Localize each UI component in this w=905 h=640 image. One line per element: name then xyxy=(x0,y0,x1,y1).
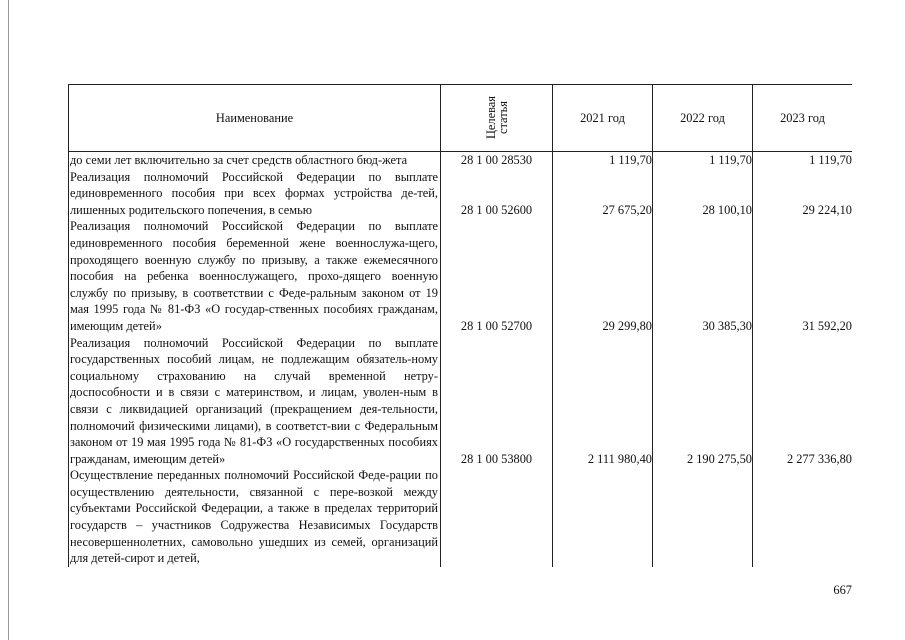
row-name: Реализация полномочий Российской Федерации по выплате единовременного пособия беременной жене военнослужа-щего, проходящего военную службу по призыву, а также ежемесячного пособия на ребенка военнослужащего, прохо-дящего военную службу по призыву, в соответствии с Феде-ральным законом от 19 мая 1995 года № 81-ФЗ «О государ-ственных пособиях гражданам, имеющим детей» xyxy=(69,218,441,334)
row-code: 28 1 00 52600 xyxy=(441,169,553,219)
table-row xyxy=(69,467,853,567)
table-header-row xyxy=(69,85,853,152)
row-value-2023: 31 592,20 xyxy=(753,218,853,334)
table-row xyxy=(69,335,853,468)
row-value-2022: 28 100,10 xyxy=(653,169,753,219)
row-value-2022 xyxy=(653,467,753,567)
row-value-2023: 1 119,70 xyxy=(753,152,853,169)
row-value-2022: 2 190 275,50 xyxy=(653,335,753,468)
row-name: до семи лет включительно за счет средств областного бюд-жета xyxy=(69,152,441,169)
budget-table-sheet xyxy=(68,84,852,568)
table-row xyxy=(69,218,853,334)
header-code xyxy=(441,85,553,152)
row-code: 28 1 00 52700 xyxy=(441,218,553,334)
page-number: 667 xyxy=(833,583,852,597)
row-value-2021: 29 299,80 xyxy=(553,218,653,334)
table-row xyxy=(69,169,853,219)
row-value-2023 xyxy=(753,467,853,567)
row-value-2021: 27 675,20 xyxy=(553,169,653,219)
table-row xyxy=(69,152,853,169)
row-name: Реализация полномочий Российской Федерации по выплате единовременного пособия при всех формах устройства де-тей, лишенных родительского попечения, в семью xyxy=(69,169,441,219)
row-value-2023: 2 277 336,80 xyxy=(753,335,853,468)
header-year-2022: 2022 год xyxy=(653,85,753,152)
header-year-2023: 2023 год xyxy=(753,85,853,152)
row-code: 28 1 00 53800 xyxy=(441,335,553,468)
row-name: Реализация полномочий Российской Федерации по выплате государственных пособий лицам, не подлежащим обязатель-ному социальному страхованию на случай временной нетру-доспособности и в связи с материнством, и лицам, уволен-ным в связи с ликвидацией организаций (прекращением дея-тельности, полномочий физическими лицами), в соответст-вии с Федеральным законом от 19 мая 1995 года № 81-ФЗ «О государственных пособиях гражданам, имеющим детей» xyxy=(69,335,441,468)
row-code xyxy=(441,467,553,567)
row-value-2021: 1 119,70 xyxy=(553,152,653,169)
row-value-2021: 2 111 980,40 xyxy=(553,335,653,468)
row-name: Осуществление переданных полномочий Российской Феде-рации по осуществлению деятельности, связанной с пере-возкой между субъектами Российской Федерации, а также в пределах территорий государств – участников Содружества Независимых Государств несовершеннолетних, самовольно ушедших из семей, организаций для детей-сирот и детей, xyxy=(69,467,441,567)
header-year-2021: 2021 год xyxy=(553,85,653,152)
row-value-2022: 30 385,30 xyxy=(653,218,753,334)
header-code-label: Целевая статья xyxy=(483,96,510,140)
header-name: Наименование xyxy=(69,85,441,152)
row-value-2023: 29 224,10 xyxy=(753,169,853,219)
row-code: 28 1 00 28530 xyxy=(441,152,553,169)
row-value-2022: 1 119,70 xyxy=(653,152,753,169)
binding-margin-line xyxy=(8,0,9,640)
budget-table xyxy=(68,84,852,567)
row-value-2021 xyxy=(553,467,653,567)
